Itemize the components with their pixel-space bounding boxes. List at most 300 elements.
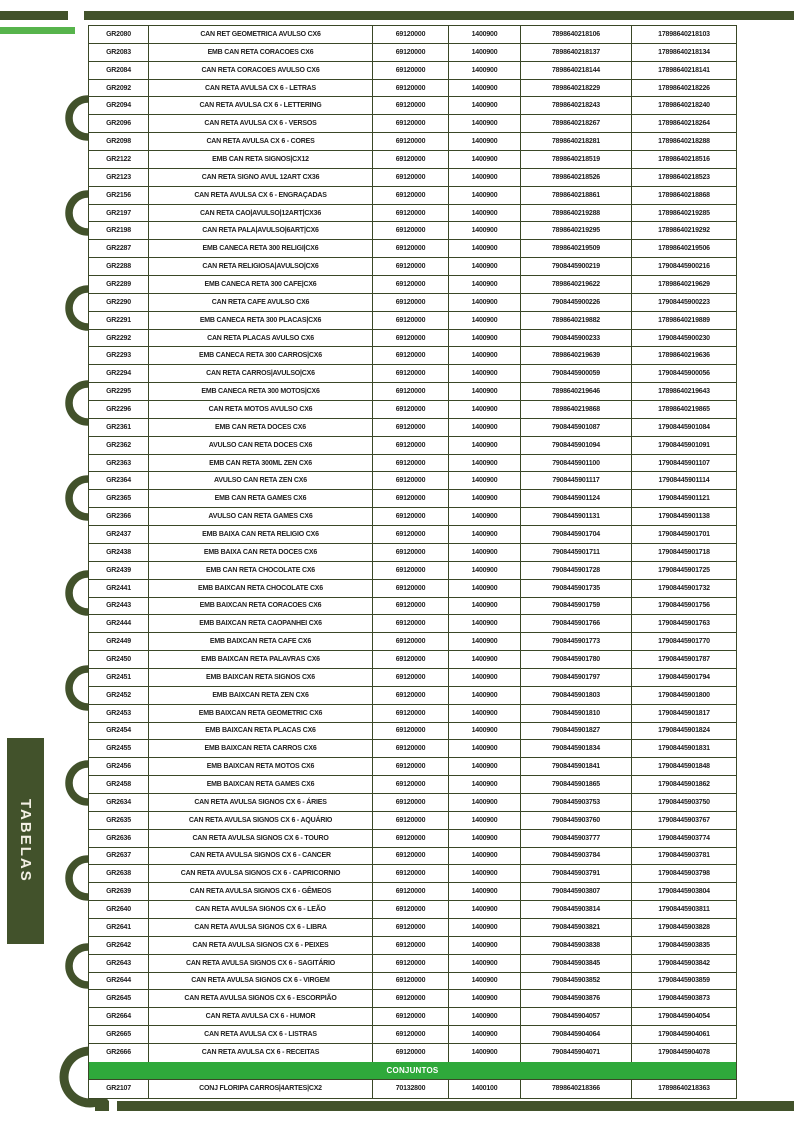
table-row bbox=[89, 437, 736, 455]
number-cell-3: 7908445901087 bbox=[521, 419, 632, 436]
number-cell-3: 7908445901780 bbox=[521, 651, 632, 668]
number-cell-1: 69120000 bbox=[373, 562, 449, 579]
number-cell-2: 1400900 bbox=[449, 169, 521, 186]
number-cell-3: 7898640218106 bbox=[521, 26, 632, 43]
description-cell: AVULSO CAN RETA GAMES CX6 bbox=[149, 508, 373, 525]
number-cell-3: 7908445901766 bbox=[521, 615, 632, 632]
number-cell-4: 17908445900216 bbox=[658, 263, 710, 271]
number-cell-2: 1400900 bbox=[449, 419, 521, 436]
number-cell-2: 1400900 bbox=[449, 883, 521, 900]
number-cell-4: 17908445901701 bbox=[658, 530, 710, 538]
number-cell-1: 69120000 bbox=[373, 312, 449, 329]
description-cell: CAN RETA AVULSA CX 6 - ENGRAÇADAS bbox=[149, 187, 373, 204]
number-cell-2: 1400100 bbox=[449, 1080, 521, 1098]
code-cell: GR2455 bbox=[89, 740, 149, 757]
number-cell-3: 7908445901841 bbox=[521, 758, 632, 775]
description-cell: EMB BAIXCAN RETA SIGNOS CX6 bbox=[149, 669, 373, 686]
number-cell-2: 1400900 bbox=[449, 508, 521, 525]
arc-decoration bbox=[69, 669, 88, 707]
number-cell-2: 1400900 bbox=[449, 848, 521, 865]
number-cell-4: 17908445900223 bbox=[658, 298, 710, 306]
code-cell: GR2096 bbox=[89, 115, 149, 132]
number-cell-3: 7898640218519 bbox=[521, 151, 632, 168]
number-cell-1: 69120000 bbox=[373, 794, 449, 811]
number-cell-1: 69120000 bbox=[373, 758, 449, 775]
table-row bbox=[89, 294, 736, 312]
number-cell-2: 1400900 bbox=[449, 776, 521, 793]
table-row bbox=[89, 669, 736, 687]
description-cell: CAN RETA PALA|AVULSO|6ART|CX6 bbox=[149, 222, 373, 239]
number-cell-2: 1400900 bbox=[449, 865, 521, 882]
code-cell: GR2363 bbox=[89, 455, 149, 472]
table-row bbox=[89, 1044, 736, 1062]
description-cell: EMB BAIXCAN RETA GEOMETRIC CX6 bbox=[149, 705, 373, 722]
table-row bbox=[89, 723, 736, 741]
code-cell: GR2666 bbox=[89, 1044, 149, 1062]
number-cell-2: 1400900 bbox=[449, 365, 521, 382]
table-row bbox=[89, 848, 736, 866]
number-cell-2: 1400900 bbox=[449, 401, 521, 418]
code-cell: GR2292 bbox=[89, 330, 149, 347]
number-cell-3: 7908445901834 bbox=[521, 740, 632, 757]
code-cell: GR2453 bbox=[89, 705, 149, 722]
code-cell: GR2197 bbox=[89, 205, 149, 222]
number-cell-2: 1400900 bbox=[449, 240, 521, 257]
code-cell: GR2094 bbox=[89, 97, 149, 114]
table-row bbox=[89, 580, 736, 598]
code-cell: GR2664 bbox=[89, 1008, 149, 1025]
number-cell-1: 69120000 bbox=[373, 776, 449, 793]
description-cell: EMB BAIXCAN RETA ZEN CX6 bbox=[149, 687, 373, 704]
number-cell-3: 7898640219882 bbox=[521, 312, 632, 329]
table-row bbox=[89, 615, 736, 633]
table-row bbox=[89, 598, 736, 616]
code-cell: GR2290 bbox=[89, 294, 149, 311]
number-cell-4: 17898640218226 bbox=[658, 84, 710, 92]
number-cell-3: 7908445900226 bbox=[521, 294, 632, 311]
number-cell-2: 1400900 bbox=[449, 276, 521, 293]
description-cell: CAN RETA AVULSA SIGNOS CX 6 - CAPRICORNIO bbox=[149, 865, 373, 882]
description-cell: CAN RETA PLACAS AVULSO CX6 bbox=[149, 330, 373, 347]
number-cell-1: 69120000 bbox=[373, 723, 449, 740]
description-cell: EMB BAIXCAN RETA PLACAS CX6 bbox=[149, 723, 373, 740]
number-cell-1: 69120000 bbox=[373, 330, 449, 347]
number-cell-4: 17908445901114 bbox=[658, 477, 710, 485]
number-cell-2: 1400900 bbox=[449, 44, 521, 61]
number-cell-2: 1400900 bbox=[449, 62, 521, 79]
table-row bbox=[89, 508, 736, 526]
number-cell-2: 1400900 bbox=[449, 705, 521, 722]
description-cell: EMB BAIXCAN RETA CAFE CX6 bbox=[149, 633, 373, 650]
number-cell-3: 7908445901704 bbox=[521, 526, 632, 543]
description-cell: CAN RETA RELIGIOSA|AVULSO|CX6 bbox=[149, 258, 373, 275]
table-row bbox=[89, 1008, 736, 1026]
number-cell-1: 69120000 bbox=[373, 490, 449, 507]
number-cell-1: 69120000 bbox=[373, 26, 449, 43]
number-cell-3: 7908445903777 bbox=[521, 830, 632, 847]
number-cell-3: 7898640218137 bbox=[521, 44, 632, 61]
description-cell: CAN RETA AVULSA SIGNOS CX 6 - TOURO bbox=[149, 830, 373, 847]
table-row bbox=[89, 562, 736, 580]
top-bar-right-segment bbox=[84, 11, 794, 20]
table-row bbox=[89, 633, 736, 651]
table-row bbox=[89, 705, 736, 723]
number-cell-1: 69120000 bbox=[373, 651, 449, 668]
number-cell-1: 69120000 bbox=[373, 883, 449, 900]
table-row bbox=[89, 44, 736, 62]
table-rows-main bbox=[89, 26, 736, 1062]
number-cell-1: 69120000 bbox=[373, 294, 449, 311]
arc-decoration bbox=[69, 99, 88, 137]
number-cell-4: 17898640218134 bbox=[658, 48, 710, 56]
number-cell-1: 69120000 bbox=[373, 151, 449, 168]
number-cell-3: 7898640218144 bbox=[521, 62, 632, 79]
number-cell-2: 1400900 bbox=[449, 990, 521, 1007]
number-cell-4: 17898640218103 bbox=[658, 30, 710, 38]
number-cell-1: 69120000 bbox=[373, 347, 449, 364]
code-cell: GR2361 bbox=[89, 419, 149, 436]
code-cell: GR2665 bbox=[89, 1026, 149, 1043]
number-cell-2: 1400900 bbox=[449, 383, 521, 400]
table-row bbox=[89, 383, 736, 401]
number-cell-4: 17908445901831 bbox=[658, 745, 710, 753]
table-row bbox=[89, 740, 736, 758]
code-cell: GR2098 bbox=[89, 133, 149, 150]
code-cell: GR2295 bbox=[89, 383, 149, 400]
code-cell: GR2452 bbox=[89, 687, 149, 704]
number-cell-2: 1400900 bbox=[449, 97, 521, 114]
table-row bbox=[89, 62, 736, 80]
table-row bbox=[89, 973, 736, 991]
code-cell: GR2289 bbox=[89, 276, 149, 293]
number-cell-3: 7908445904064 bbox=[521, 1026, 632, 1043]
code-cell: GR2288 bbox=[89, 258, 149, 275]
number-cell-3: 7898640219868 bbox=[521, 401, 632, 418]
number-cell-1: 69120000 bbox=[373, 937, 449, 954]
number-cell-4: 17908445901756 bbox=[658, 602, 710, 610]
table-row bbox=[89, 1026, 736, 1044]
number-cell-2: 1400900 bbox=[449, 294, 521, 311]
code-cell: GR2122 bbox=[89, 151, 149, 168]
code-cell: GR2451 bbox=[89, 669, 149, 686]
number-cell-3: 7908445901131 bbox=[521, 508, 632, 525]
description-cell: EMB BAIXA CAN RETA RELIGIO CX6 bbox=[149, 526, 373, 543]
code-cell: GR2438 bbox=[89, 544, 149, 561]
table-row bbox=[89, 955, 736, 973]
number-cell-3: 7908445901100 bbox=[521, 455, 632, 472]
number-cell-1: 69120000 bbox=[373, 830, 449, 847]
table-row bbox=[89, 794, 736, 812]
description-cell: CAN RETA AVULSA SIGNOS CX 6 - SAGITÁRIO bbox=[149, 955, 373, 972]
description-cell: CONJ FLORIPA CARROS|4ARTES|CX2 bbox=[149, 1080, 373, 1098]
description-cell: CAN RETA AVULSA SIGNOS CX 6 - GÊMEOS bbox=[149, 883, 373, 900]
arc-decoration bbox=[69, 764, 88, 802]
code-cell: GR2080 bbox=[89, 26, 149, 43]
number-cell-4: 17908445903842 bbox=[658, 959, 710, 967]
table-row bbox=[89, 919, 736, 937]
table-row bbox=[89, 758, 736, 776]
table-row bbox=[89, 258, 736, 276]
number-cell-3: 7908445901117 bbox=[521, 472, 632, 489]
table-row bbox=[89, 115, 736, 133]
table-rows-conjuntos bbox=[89, 1080, 736, 1098]
number-cell-4: 17908445901787 bbox=[658, 656, 710, 663]
description-cell: EMB BAIXCAN RETA GAMES CX6 bbox=[149, 776, 373, 793]
number-cell-3: 7898640219639 bbox=[521, 347, 632, 364]
code-cell: GR2366 bbox=[89, 508, 149, 525]
number-cell-3: 7908445901759 bbox=[521, 598, 632, 615]
number-cell-2: 1400900 bbox=[449, 901, 521, 918]
description-cell: EMB BAIXCAN RETA CARROS CX6 bbox=[149, 740, 373, 757]
description-cell: CAN RETA AVULSA CX 6 - CORES bbox=[149, 133, 373, 150]
description-cell: EMB BAIXCAN RETA CORACOES CX6 bbox=[149, 598, 373, 615]
bottom-bar-dash bbox=[95, 1101, 109, 1111]
sidebar-tab-label: TABELAS bbox=[17, 799, 34, 883]
description-cell: CAN RETA AVULSA SIGNOS CX 6 - PEIXES bbox=[149, 937, 373, 954]
number-cell-3: 7908445901827 bbox=[521, 723, 632, 740]
number-cell-4: 17898640219643 bbox=[658, 388, 710, 396]
number-cell-4: 17908445901718 bbox=[658, 548, 710, 556]
number-cell-2: 1400900 bbox=[449, 205, 521, 222]
number-cell-1: 69120000 bbox=[373, 633, 449, 650]
table-row bbox=[89, 205, 736, 223]
description-cell: AVULSO CAN RETA ZEN CX6 bbox=[149, 472, 373, 489]
code-cell: GR2638 bbox=[89, 865, 149, 882]
number-cell-4: 17908445904054 bbox=[658, 1013, 710, 1021]
table-row bbox=[89, 937, 736, 955]
description-cell: CAN RETA SIGNO AVUL 12ART CX36 bbox=[149, 169, 373, 186]
number-cell-4: 17898640218868 bbox=[658, 191, 710, 199]
number-cell-4: 17908445903811 bbox=[658, 906, 710, 914]
description-cell: CAN RET GEOMETRICA AVULSO CX6 bbox=[149, 26, 373, 43]
table-row bbox=[89, 490, 736, 508]
number-cell-2: 1400900 bbox=[449, 615, 521, 632]
number-cell-2: 1400900 bbox=[449, 633, 521, 650]
number-cell-4: 17908445901848 bbox=[658, 763, 710, 771]
number-cell-3: 7908445903807 bbox=[521, 883, 632, 900]
number-cell-4: 17908445901862 bbox=[658, 781, 710, 789]
number-cell-2: 1400900 bbox=[449, 812, 521, 829]
number-cell-4: 17908445901732 bbox=[658, 584, 710, 592]
number-cell-2: 1400900 bbox=[449, 544, 521, 561]
number-cell-4: 17908445901121 bbox=[658, 495, 710, 503]
number-cell-4: 17908445903798 bbox=[658, 870, 710, 878]
number-cell-3: 7908445900059 bbox=[521, 365, 632, 382]
number-cell-3: 7908445901803 bbox=[521, 687, 632, 704]
number-cell-1: 69120000 bbox=[373, 544, 449, 561]
number-cell-1: 69120000 bbox=[373, 97, 449, 114]
number-cell-3: 7908445901728 bbox=[521, 562, 632, 579]
number-cell-1: 69120000 bbox=[373, 455, 449, 472]
number-cell-3: 7908445901797 bbox=[521, 669, 632, 686]
number-cell-2: 1400900 bbox=[449, 1044, 521, 1062]
number-cell-3: 7908445903791 bbox=[521, 865, 632, 882]
number-cell-4: 17898640219629 bbox=[658, 280, 710, 288]
number-cell-1: 69120000 bbox=[373, 80, 449, 97]
number-cell-4: 17908445904061 bbox=[658, 1031, 710, 1039]
sidebar-tab bbox=[7, 738, 44, 944]
number-cell-2: 1400900 bbox=[449, 26, 521, 43]
number-cell-2: 1400900 bbox=[449, 115, 521, 132]
number-cell-4: 17908445903774 bbox=[658, 834, 710, 842]
code-cell: GR2083 bbox=[89, 44, 149, 61]
code-cell: GR2635 bbox=[89, 812, 149, 829]
number-cell-1: 69120000 bbox=[373, 205, 449, 222]
description-cell: CAN RETA AVULSA CX 6 - HUMOR bbox=[149, 1008, 373, 1025]
number-cell-4: 17908445901824 bbox=[658, 727, 710, 735]
description-cell: EMB CANECA RETA 300 CARROS|CX6 bbox=[149, 347, 373, 364]
number-cell-2: 1400900 bbox=[449, 598, 521, 615]
number-cell-1: 69120000 bbox=[373, 115, 449, 132]
number-cell-4: 17898640218523 bbox=[658, 173, 710, 181]
table-row bbox=[89, 187, 736, 205]
number-cell-1: 69120000 bbox=[373, 812, 449, 829]
number-cell-3: 7898640218229 bbox=[521, 80, 632, 97]
number-cell-1: 69120000 bbox=[373, 383, 449, 400]
number-cell-2: 1400900 bbox=[449, 580, 521, 597]
code-cell: GR2437 bbox=[89, 526, 149, 543]
table-row bbox=[89, 651, 736, 669]
number-cell-4: 17908445901794 bbox=[658, 673, 710, 681]
number-cell-1: 69120000 bbox=[373, 1044, 449, 1062]
table-row bbox=[89, 222, 736, 240]
number-cell-2: 1400900 bbox=[449, 651, 521, 668]
number-cell-2: 1400900 bbox=[449, 347, 521, 364]
description-cell: EMB CANECA RETA 300 MOTOS|CX6 bbox=[149, 383, 373, 400]
number-cell-4: 17908445903781 bbox=[658, 852, 710, 860]
code-cell: GR2084 bbox=[89, 62, 149, 79]
number-cell-2: 1400900 bbox=[449, 151, 521, 168]
description-cell: EMB BAIXCAN RETA PALAVRAS CX6 bbox=[149, 651, 373, 668]
number-cell-4: 17898640219292 bbox=[658, 227, 710, 235]
number-cell-4: 17898640219889 bbox=[658, 316, 710, 324]
number-cell-1: 69120000 bbox=[373, 705, 449, 722]
description-cell: EMB CANECA RETA 300 CAFE|CX6 bbox=[149, 276, 373, 293]
table-row bbox=[89, 901, 736, 919]
arc-decoration bbox=[69, 947, 88, 985]
number-cell-2: 1400900 bbox=[449, 740, 521, 757]
arc-decoration bbox=[69, 574, 88, 612]
description-cell: EMB CAN RETA 300ML ZEN CX6 bbox=[149, 455, 373, 472]
code-cell: GR2365 bbox=[89, 490, 149, 507]
number-cell-4: 17898640219865 bbox=[658, 405, 710, 413]
number-cell-1: 69120000 bbox=[373, 222, 449, 239]
number-cell-2: 1400900 bbox=[449, 472, 521, 489]
number-cell-3: 7898640218267 bbox=[521, 115, 632, 132]
number-cell-1: 69120000 bbox=[373, 526, 449, 543]
code-cell: GR2644 bbox=[89, 973, 149, 990]
number-cell-2: 1400900 bbox=[449, 669, 521, 686]
code-cell: GR2123 bbox=[89, 169, 149, 186]
number-cell-3: 7898640219509 bbox=[521, 240, 632, 257]
table-row bbox=[89, 865, 736, 883]
description-cell: CAN RETA AVULSA SIGNOS CX 6 - LEÃO bbox=[149, 901, 373, 918]
number-cell-1: 69120000 bbox=[373, 973, 449, 990]
table-row bbox=[89, 312, 736, 330]
number-cell-2: 1400900 bbox=[449, 919, 521, 936]
number-cell-4: 17908445901725 bbox=[658, 566, 710, 574]
number-cell-2: 1400900 bbox=[449, 562, 521, 579]
number-cell-4: 17908445903767 bbox=[658, 816, 710, 824]
number-cell-4: 17898640219636 bbox=[658, 352, 710, 360]
description-cell: EMB BAIXA CAN RETA DOCES CX6 bbox=[149, 544, 373, 561]
number-cell-1: 69120000 bbox=[373, 169, 449, 186]
description-cell: AVULSO CAN RETA DOCES CX6 bbox=[149, 437, 373, 454]
number-cell-1: 69120000 bbox=[373, 865, 449, 882]
description-cell: EMB CAN RETA CHOCOLATE CX6 bbox=[149, 562, 373, 579]
number-cell-2: 1400900 bbox=[449, 758, 521, 775]
table-row bbox=[89, 830, 736, 848]
description-cell: CAN RETA AVULSA SIGNOS CX 6 - CANCER bbox=[149, 848, 373, 865]
number-cell-4: 17898640218516 bbox=[658, 155, 710, 163]
number-cell-1: 69120000 bbox=[373, 44, 449, 61]
code-cell: GR2642 bbox=[89, 937, 149, 954]
code-cell: GR2293 bbox=[89, 347, 149, 364]
code-cell: GR2107 bbox=[89, 1080, 149, 1098]
arc-decoration bbox=[69, 289, 88, 327]
number-cell-3: 7898640218861 bbox=[521, 187, 632, 204]
arc-decoration bbox=[69, 859, 88, 897]
description-cell: CAN RETA CAFE AVULSO CX6 bbox=[149, 294, 373, 311]
number-cell-4: 17908445903750 bbox=[658, 798, 710, 806]
table-row bbox=[89, 419, 736, 437]
number-cell-4: 17898640218288 bbox=[658, 138, 710, 146]
number-cell-4: 17908445900056 bbox=[658, 370, 710, 378]
number-cell-3: 7908445903845 bbox=[521, 955, 632, 972]
number-cell-4: 17898640219285 bbox=[658, 209, 710, 217]
arc-decoration bbox=[69, 384, 88, 422]
description-cell: EMB CAN RETA DOCES CX6 bbox=[149, 419, 373, 436]
number-cell-3: 7908445900219 bbox=[521, 258, 632, 275]
table-row bbox=[89, 526, 736, 544]
number-cell-2: 1400900 bbox=[449, 437, 521, 454]
code-cell: GR2637 bbox=[89, 848, 149, 865]
number-cell-3: 7908445900233 bbox=[521, 330, 632, 347]
description-cell: CAN RETA MOTOS AVULSO CX6 bbox=[149, 401, 373, 418]
number-cell-2: 1400900 bbox=[449, 937, 521, 954]
number-cell-3: 7908445901865 bbox=[521, 776, 632, 793]
number-cell-4: 17908445903835 bbox=[658, 941, 710, 949]
number-cell-1: 69120000 bbox=[373, 1026, 449, 1043]
number-cell-4: 17898640218240 bbox=[658, 102, 710, 110]
table-row bbox=[89, 133, 736, 151]
number-cell-3: 7908445901711 bbox=[521, 544, 632, 561]
number-cell-3: 7908445903876 bbox=[521, 990, 632, 1007]
number-cell-1: 69120000 bbox=[373, 687, 449, 704]
description-cell: EMB CAN RETA CORACOES CX6 bbox=[149, 44, 373, 61]
description-cell: CAN RETA CAO|AVULSO|12ART|CX36 bbox=[149, 205, 373, 222]
description-cell: CAN RETA CARROS|AVULSO|CX6 bbox=[149, 365, 373, 382]
description-cell: CAN RETA AVULSA SIGNOS CX 6 - AQUÁRIO bbox=[149, 812, 373, 829]
number-cell-3: 7898640219288 bbox=[521, 205, 632, 222]
number-cell-1: 69120000 bbox=[373, 955, 449, 972]
number-cell-3: 7908445903852 bbox=[521, 973, 632, 990]
number-cell-3: 7908445904071 bbox=[521, 1044, 632, 1062]
code-cell: GR2362 bbox=[89, 437, 149, 454]
code-cell: GR2640 bbox=[89, 901, 149, 918]
number-cell-1: 69120000 bbox=[373, 1008, 449, 1025]
products-table bbox=[88, 25, 737, 1099]
code-cell: GR2450 bbox=[89, 651, 149, 668]
number-cell-2: 1400900 bbox=[449, 955, 521, 972]
number-cell-3: 7898640218281 bbox=[521, 133, 632, 150]
number-cell-1: 69120000 bbox=[373, 848, 449, 865]
code-cell: GR2443 bbox=[89, 598, 149, 615]
code-cell: GR2456 bbox=[89, 758, 149, 775]
code-cell: GR2287 bbox=[89, 240, 149, 257]
number-cell-1: 69120000 bbox=[373, 990, 449, 1007]
table-row bbox=[89, 365, 736, 383]
